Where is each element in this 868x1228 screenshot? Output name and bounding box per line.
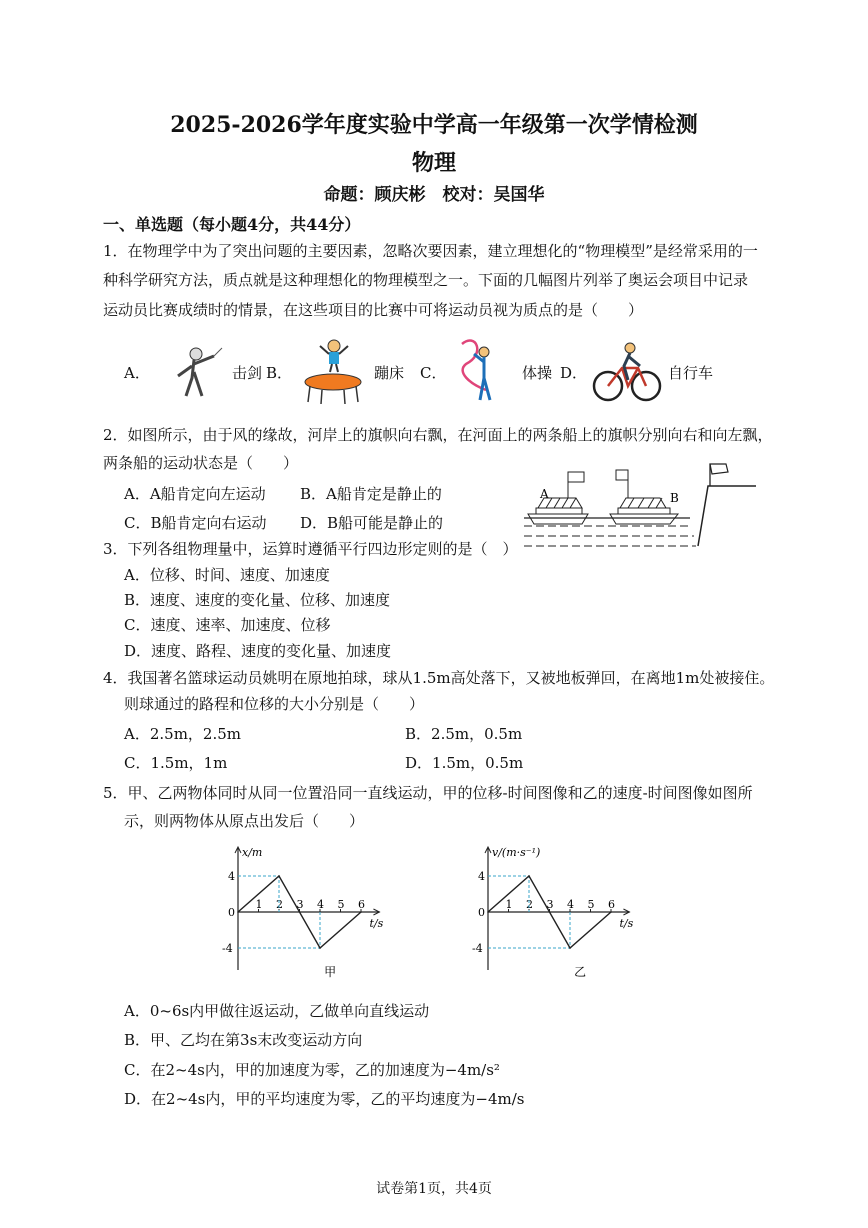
exam-title: 2025-2026学年度实验中学高一年级第一次学情检测: [170, 112, 698, 138]
x-tick-label: 5: [587, 898, 595, 911]
boats-diagram: [520, 460, 760, 554]
q4-option-b: B．2.5m，0.5m: [405, 725, 523, 743]
q2-option-c: C．B船肯定向右运动: [124, 514, 267, 532]
y-axis-label: x/m: [242, 846, 263, 859]
q4-option-c: C．1.5m，1m: [124, 754, 228, 772]
q4-line1: 4．我国著名篮球运动员姚明在原地拍球，球从1.5m高处落下，又被地板弹回，在离地1m处被接住。: [103, 669, 775, 687]
q1-line3: 运动员比赛成绩时的情景，在这些项目的比赛中可将运动员视为质点的是（ ）: [103, 301, 644, 319]
q3-option-b: B．速度、速度的变化量、位移、加速度: [124, 591, 391, 609]
q5-option-d: D．在2~4s内，甲的平均速度为零，乙的平均速度为−4m/s: [124, 1090, 525, 1108]
q1-option-a-text: 击剑: [232, 364, 263, 382]
q2-line2: 两条船的运动状态是（ ）: [103, 454, 299, 472]
q2-option-b: B．A船肯定是静止的: [300, 485, 442, 503]
q3-stem: 3．下列各组物理量中，运算时遵循平行四边形定则的是（ ）: [103, 540, 518, 558]
data-point: [319, 947, 321, 949]
trampoline-icon: [302, 336, 364, 406]
x-tick-label: 6: [358, 898, 365, 911]
q2-option-d: D．B船可能是静止的: [300, 514, 444, 532]
q1-option-c-label: C．: [420, 364, 447, 382]
guide-trough: [488, 912, 570, 948]
q3-option-c: C．速度、速率、加速度、位移: [124, 616, 331, 634]
x-tick-label: 5: [337, 898, 345, 911]
x-tick-label: 4: [567, 898, 574, 911]
data-point: [569, 947, 571, 949]
cycling-icon: [592, 340, 662, 404]
q1-line2: 种科学研究方法，质点就是这种理想化的物理模型之一。下面的几幅图片列举了奥运会项目中记录: [103, 271, 749, 289]
q5-option-b: B．甲、乙均在第3s末改变运动方向: [124, 1031, 363, 1049]
q4-option-d: D．1.5m，0.5m: [405, 754, 524, 772]
y-tick-label: -4: [222, 942, 233, 955]
x-tick-label: 6: [608, 898, 615, 911]
q4-line2: 则球通过的路程和位移的大小分别是（ ）: [124, 695, 425, 713]
q1-option-d-text: 自行车: [668, 364, 714, 382]
q5-option-a: A．0~6s内甲做往返运动，乙做单向直线运动: [124, 1002, 430, 1020]
boat-b-label: B: [670, 491, 679, 505]
q2-option-a: A．A船肯定向左运动: [124, 485, 266, 503]
fencing-icon: [172, 342, 224, 400]
q2-line1: 2．如图所示，由于风的缘故，河岸上的旗帜向右飘，在河面上的两条船上的旗帜分别向右和向左飘，: [103, 426, 773, 444]
x-tick-label: 2: [276, 898, 283, 911]
x-tick-label: 3: [546, 898, 554, 911]
x-tick-label: 1: [505, 898, 513, 911]
chart-title: 甲: [324, 965, 337, 979]
authors-line: 命题：顾庆彬 校对：吴国华: [323, 185, 545, 205]
x-axis-label: t/s: [369, 917, 384, 930]
y-axis-label: v/(m·s⁻¹): [492, 846, 541, 859]
q1-option-d-label: D．: [560, 364, 588, 382]
y-tick-label: 4: [478, 870, 485, 883]
y-tick-label: 0: [478, 906, 485, 919]
boat-a-label: A: [540, 487, 549, 501]
x-axis-label: t/s: [619, 917, 634, 930]
chart-jia: [200, 842, 420, 982]
q1-option-a-label: A．: [124, 364, 150, 382]
y-tick-label: 0: [228, 906, 235, 919]
gymnastics-icon: [456, 334, 508, 406]
section-heading: 一、单选题（每小题4分，共44分）: [103, 215, 361, 234]
chart-title: 乙: [574, 965, 587, 979]
q4-option-a: A．2.5m，2.5m: [124, 725, 241, 743]
x-tick-label: 3: [296, 898, 304, 911]
chart-yi: [450, 842, 670, 982]
data-point: [278, 875, 280, 877]
q1-line1: 1．在物理学中为了突出问题的主要因素，忽略次要因素，建立理想化的“物理模型”是经常采用的一: [103, 242, 758, 260]
data-point: [237, 911, 239, 913]
y-tick-label: -4: [472, 942, 483, 955]
data-point: [610, 911, 612, 913]
q5-line1: 5．甲、乙两物体同时从同一位置沿同一直线运动，甲的位移-时间图像和乙的速度-时间图像如图所: [103, 784, 753, 802]
q3-option-a: A．位移、时间、速度、加速度: [124, 566, 330, 584]
page-footer: 试卷第1页，共4页: [376, 1181, 492, 1197]
q1-option-b-label: B．: [266, 364, 293, 382]
q1-option-c-text: 体操: [522, 364, 553, 382]
q5-option-c: C．在2~4s内，甲的加速度为零，乙的加速度为−4m/s²: [124, 1061, 500, 1079]
q1-option-b-text: 蹦床: [374, 364, 405, 382]
data-point: [360, 911, 362, 913]
q3-option-d: D．速度、路程、速度的变化量、加速度: [124, 642, 392, 660]
data-point: [528, 875, 530, 877]
x-tick-label: 1: [255, 898, 263, 911]
subject-title: 物理: [411, 150, 456, 176]
y-tick-label: 4: [228, 870, 235, 883]
data-point: [487, 911, 489, 913]
q5-line2: 示，则两物体从原点出发后（ ）: [124, 812, 365, 830]
x-tick-label: 2: [526, 898, 533, 911]
x-tick-label: 4: [317, 898, 324, 911]
guide-trough: [238, 912, 320, 948]
